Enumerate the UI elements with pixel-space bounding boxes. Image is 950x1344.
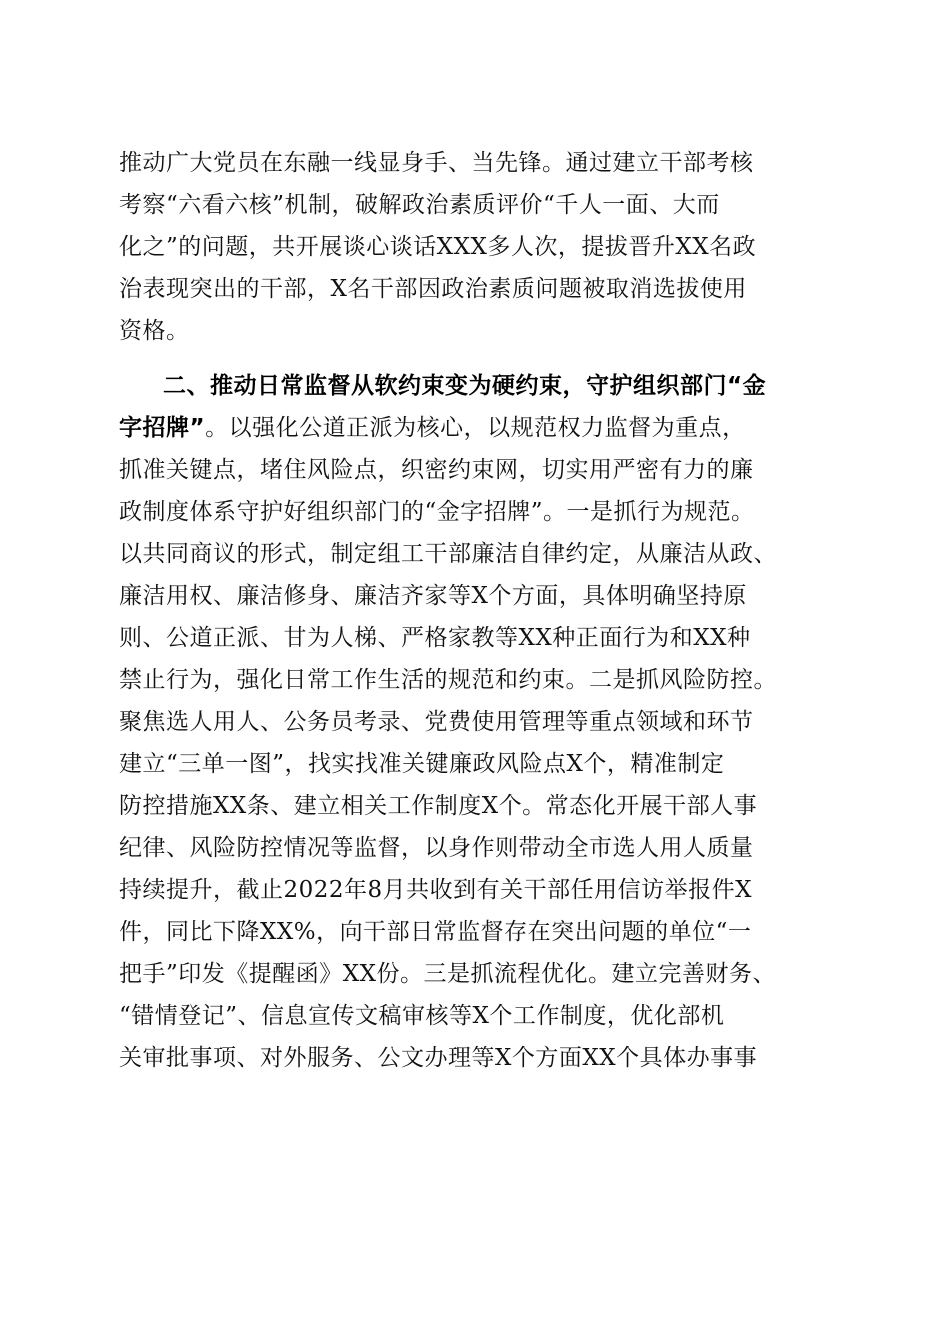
paragraph-line: 纪律、风险防控情况等监督，以身作则带动全市选人用人质量 bbox=[119, 835, 754, 861]
paragraph-line: 则、公道正派、甘为人梯、严格家教等XX种正面行为和XX种 bbox=[119, 625, 751, 651]
paragraph-line: 关审批事项、对外服务、公文办理等X个方面XX个具体办事事 bbox=[119, 1045, 758, 1071]
paragraph-line: 禁止行为，强化日常工作生活的规范和约束。二是抓风险防控。 bbox=[119, 667, 777, 693]
paragraph-line: 政制度体系守护好组织部门的“金字招牌”。一是抓行为规范。 bbox=[119, 499, 755, 525]
paragraph-line: 以共同商议的形式，制定组工干部廉洁自律约定，从廉洁从政、 bbox=[119, 541, 777, 567]
paragraph-line: “错情登记”、信息宣传文稿审核等X个工作制度，优化部机 bbox=[119, 1003, 725, 1029]
paragraph-text: 。以强化公道正派为核心，以规范权力监督为重点， bbox=[205, 415, 746, 441]
paragraph-line: 把手”印发《提醒函》XX份。三是抓流程优化。建立完善财务、 bbox=[119, 961, 777, 987]
paragraph-line: 建立“三单一图”，找实找准关键廉政风险点X个，精准制定 bbox=[119, 751, 725, 777]
paragraph-line: 廉洁用权、廉洁修身、廉洁齐家等X个方面，具体明确坚持原 bbox=[119, 583, 747, 609]
paragraph-line: 考察“六看六核”机制，破解政治素质评价“千人一面、大而 bbox=[119, 192, 720, 218]
paragraph-line: 化之”的问题，共开展谈心谈话XXX多人次，提拔晋升XX名政 bbox=[119, 234, 757, 260]
section-heading-tail: 字招牌” bbox=[119, 415, 206, 441]
paragraph-line: 治表现突出的干部，X名干部因政治素质问题被取消选拔使用 bbox=[119, 276, 747, 302]
section-heading: 二、推动日常监督从软约束变为硬约束，守护组织部门“金 bbox=[163, 373, 767, 399]
paragraph-line: 抓准关键点，堵住风险点，织密约束网，切实用严密有力的廉 bbox=[119, 457, 754, 483]
paragraph-line: 聚焦选人用人、公务员考录、党费使用管理等重点领域和环节 bbox=[119, 709, 754, 735]
section-heading-continuation bbox=[119, 410, 839, 446]
paragraph-line: 资格。 bbox=[119, 318, 190, 344]
paragraph-line: 件，同比下降XX%，向干部日常监督存在突出问题的单位“一 bbox=[119, 919, 752, 945]
paragraph-line: 推动广大党员在东融一线显身手、当先锋。通过建立干部考核 bbox=[119, 150, 754, 176]
paragraph-line: 持续提升，截止2022年8月共收到有关干部任用信访举报件X bbox=[119, 877, 753, 903]
paragraph-line: 防控措施XX条、建立相关工作制度X个。常态化开展干部人事 bbox=[119, 793, 758, 819]
